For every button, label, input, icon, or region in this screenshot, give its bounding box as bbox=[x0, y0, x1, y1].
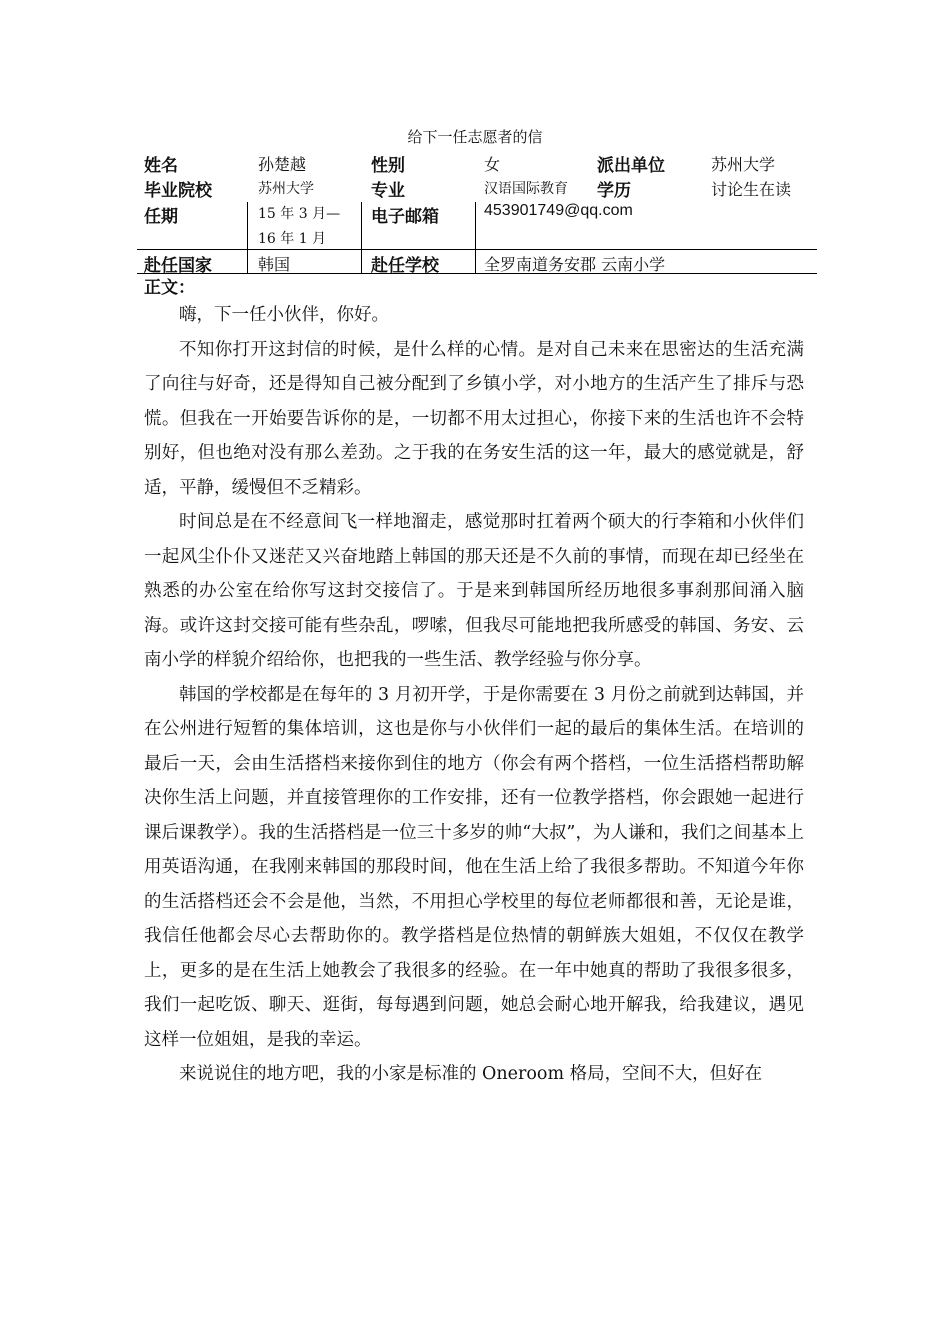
term-value-line-2: 16 年 1 月 bbox=[258, 231, 327, 247]
table-column-divider bbox=[247, 202, 248, 273]
table-column-divider bbox=[475, 202, 476, 273]
term-label: 任期 bbox=[144, 207, 178, 227]
gender-label: 性别 bbox=[371, 156, 405, 176]
volunteer-info-table bbox=[137, 150, 817, 274]
letter-body bbox=[144, 298, 804, 1092]
paragraph: 时间总是在不经意间飞一样地溜走，感觉那时扛着两个硕大的行李箱和小伙伴们一起风尘仆仆又迷茫又兴奋地踏上韩国的那天还是不久前的事情，而现在却已经坐在熟悉的办公室在给你写这封交接信了。于是来到韩国所经历地很多事刹那间涌入脑海。或许这封交接可能有些杂乱，啰嗦，但我尽可能地把我所感受的韩国、务安、云南小学的样貌介绍给你，也把我的一些生活、教学经验与你分享。 bbox=[144, 512, 804, 670]
gender-value: 女 bbox=[484, 155, 501, 174]
host-school-value: 全罗南道务安郡 云南小学 bbox=[484, 255, 666, 274]
host-country-label: 赴任国家 bbox=[144, 256, 212, 276]
name-label: 姓名 bbox=[144, 156, 178, 176]
degree-label: 学历 bbox=[597, 181, 631, 201]
host-country-value: 韩国 bbox=[258, 255, 291, 274]
table-column-divider bbox=[361, 202, 362, 273]
paragraph: 来说说住的地方吧，我的小家是标准的 Oneroom 格局，空间不大，但好在 bbox=[179, 1064, 763, 1084]
paragraph: 嗨，下一任小伙伴，你好。 bbox=[179, 305, 389, 325]
email-value: 453901749@qq.com bbox=[484, 202, 633, 219]
major-label: 专业 bbox=[371, 181, 405, 201]
email-label: 电子邮箱 bbox=[371, 207, 439, 227]
body-heading: 正文： bbox=[144, 278, 195, 298]
graduate-school-label: 毕业院校 bbox=[144, 181, 212, 201]
table-row-divider bbox=[137, 249, 817, 250]
paragraph: 不知你打开这封信的时候，是什么样的心情。是对自己未来在思密达的生活充满了向往与好奇，还是得知自己被分配到了乡镇小学，对小地方的生活产生了排斥与恐慌。但我在一开始要告诉你的是，一切都不用太过担心，你接下来的生活也许不会特别好，但也绝对没有那么差劲。之于我的在务安生活的这一年，最大的感觉就是，舒适，平静，缓慢但不乏精彩。 bbox=[144, 339, 804, 498]
host-school-label: 赴任学校 bbox=[371, 256, 439, 276]
degree-value: 讨论生在读 bbox=[711, 180, 792, 199]
term-value-line-1: 15 年 3 月— bbox=[258, 206, 341, 222]
sending-unit-label: 派出单位 bbox=[597, 156, 665, 176]
table-bottom-border bbox=[137, 273, 817, 274]
paragraph: 韩国的学校都是在每年的 3 月初开学，于是你需要在 3 月份之前就到达韩国，并在公州进行短暂的集体培训，这也是你与小伙伴们一起的最后的集体生活。在培训的最后一天，会由生活搭档来接你到住的地方（你会有两个搭档，一位生活搭档帮助解决你生活上问题，并直接管理你的工作安排，还有一位教学搭档，你会跟她一起进行课后课教学）。我的生活搭档是一位三十多岁的帅“大叔”，为人谦和，我们之间基本上用英语沟通，在我刚来韩国的那段时间，他在生活上给了我很多帮助。不知道今年你的生活搭档还会不会是他，当然，不用担心学校里的每位老师都很和善，无论是谁，我信任他都会尽心去帮助你的。教学搭档是位热情的朝鲜族大姐姐，不仅仅在教学上，更多的是在生活上她教会了我很多的经验。在一年中她真的帮助了我很多很多，我们一起吃饭、聊天、逛街，每每遇到问题，她总会耐心地开解我，给我建议，遇见这样一位姐姐，是我的幸运。 bbox=[144, 684, 804, 1050]
letter-title: 给下一任志愿者的信 bbox=[407, 128, 543, 146]
graduate-school-value: 苏州大学 bbox=[258, 181, 314, 197]
major-value: 汉语国际教育 bbox=[484, 181, 568, 197]
name-value: 孙楚越 bbox=[258, 155, 307, 174]
sending-unit-value: 苏州大学 bbox=[711, 155, 776, 174]
